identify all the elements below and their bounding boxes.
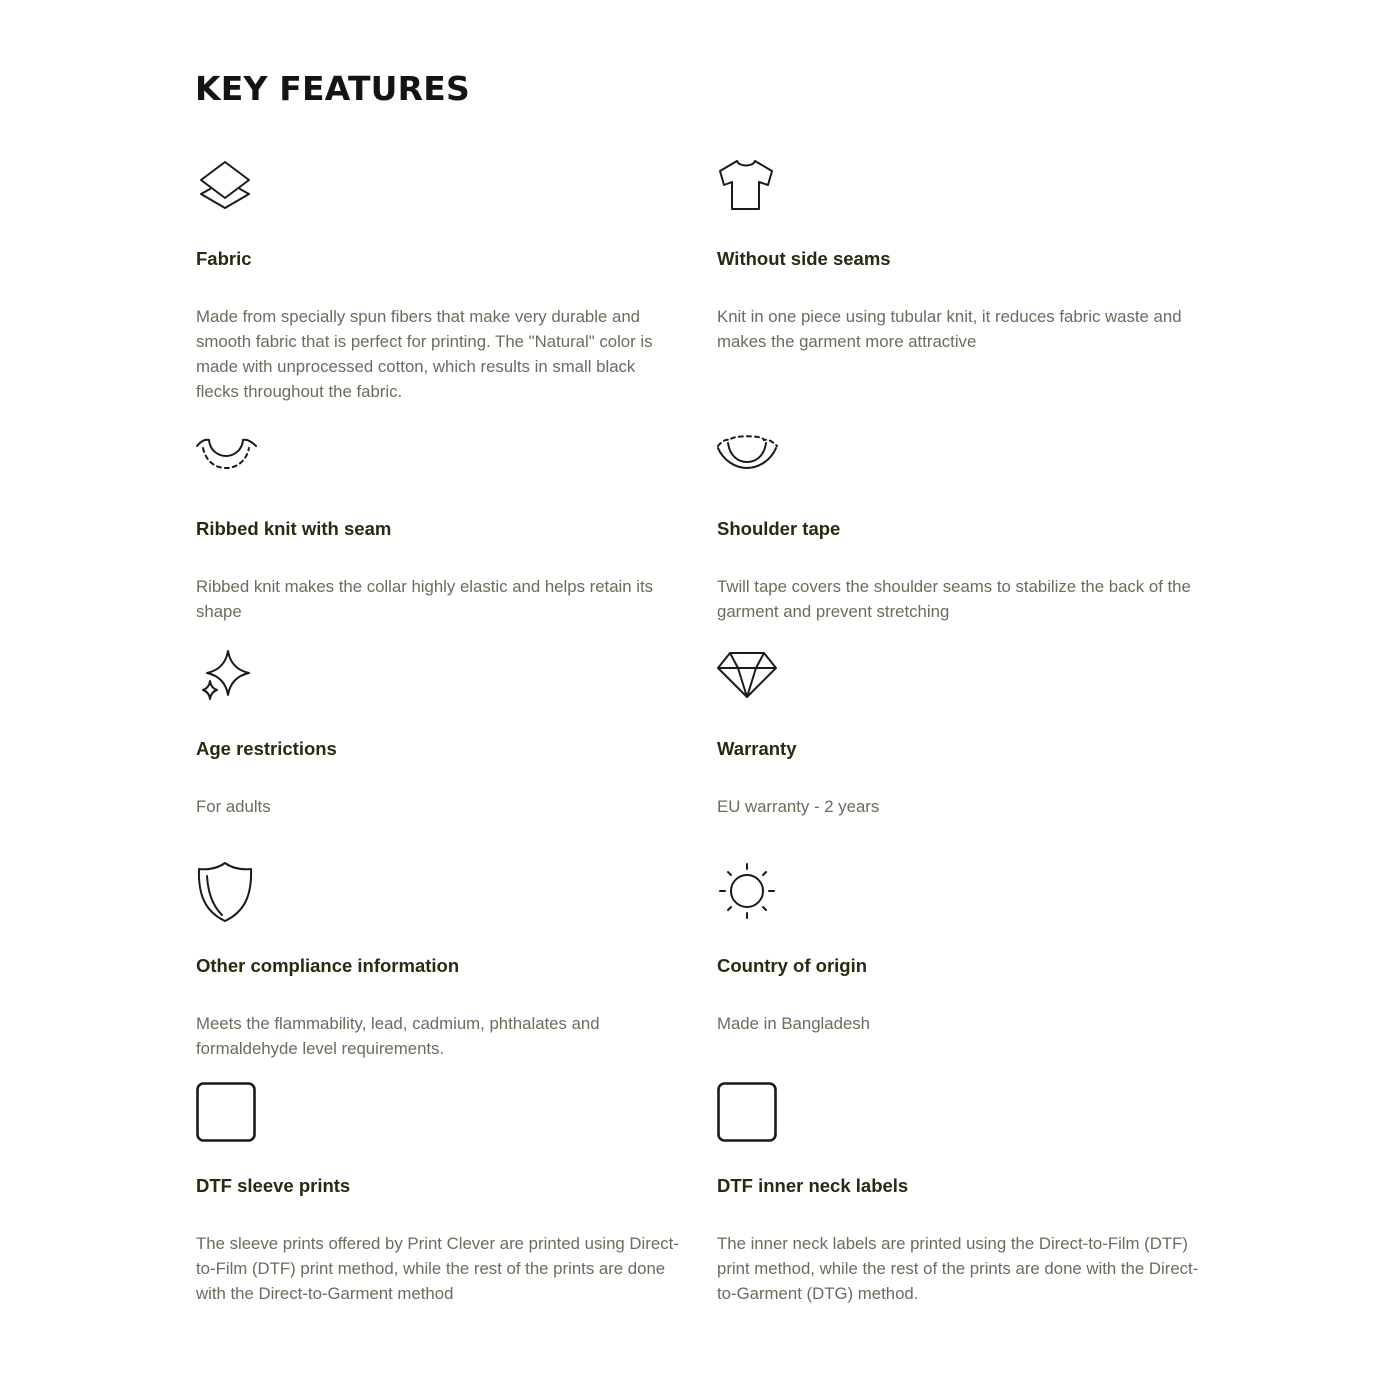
- feature-description: Knit in one piece using tubular knit, it reduces fabric waste and makes the garment more attractive: [717, 307, 1182, 351]
- feature-description: The inner neck labels are printed using the Direct-to-Film (DTF) print method, while the rest of the prints are done with the Direct-to-Garment (DTG) method.: [717, 1234, 1199, 1303]
- page-title: KEY FEATURES: [195, 69, 470, 108]
- shield-icon: [196, 862, 258, 924]
- square-icon: [196, 1082, 258, 1144]
- sparkle-icon: [196, 650, 258, 712]
- feature-title: Age restrictions: [196, 738, 337, 759]
- feature-description: Made in Bangladesh: [717, 1014, 871, 1033]
- diamond-icon: [717, 650, 779, 712]
- feature-description: Ribbed knit makes the collar highly elastic and helps retain its shape: [196, 577, 654, 621]
- shoulder-tape-icon: [717, 430, 779, 492]
- feature-description: EU warranty - 2 years: [717, 797, 880, 816]
- feature-title: Other compliance information: [196, 955, 460, 976]
- feature-description: For adults: [196, 797, 271, 816]
- sun-icon: [717, 862, 779, 924]
- square-icon: [717, 1082, 779, 1144]
- feature-description: The sleeve prints offered by Print Clever are printed using Direct-to-Film (DTF) print method, while the rest of the prints are done with the Direct-to-Garment method: [196, 1234, 679, 1303]
- feature-title: Country of origin: [717, 955, 868, 976]
- layers-icon: [196, 160, 258, 222]
- feature-title: Warranty: [717, 738, 797, 759]
- ribbed-collar-icon: [196, 430, 258, 492]
- feature-title: Without side seams: [717, 248, 891, 269]
- feature-title: Ribbed knit with seam: [196, 518, 392, 539]
- feature-title: DTF inner neck labels: [717, 1175, 909, 1196]
- feature-description: Made from specially spun fibers that make very durable and smooth fabric that is perfect for printing. The "Natural" color is made with unprocessed cotton, which results in small black flecks throughout the fabric.: [196, 307, 653, 401]
- feature-title: Shoulder tape: [717, 518, 841, 539]
- feature-description: Meets the flammability, lead, cadmium, phthalates and formaldehyde level requirements.: [196, 1014, 600, 1058]
- t-shirt-icon: [717, 160, 779, 222]
- feature-title: Fabric: [196, 248, 252, 269]
- feature-title: DTF sleeve prints: [196, 1175, 351, 1196]
- feature-description: Twill tape covers the shoulder seams to stabilize the back of the garment and prevent stretching: [717, 577, 1191, 621]
